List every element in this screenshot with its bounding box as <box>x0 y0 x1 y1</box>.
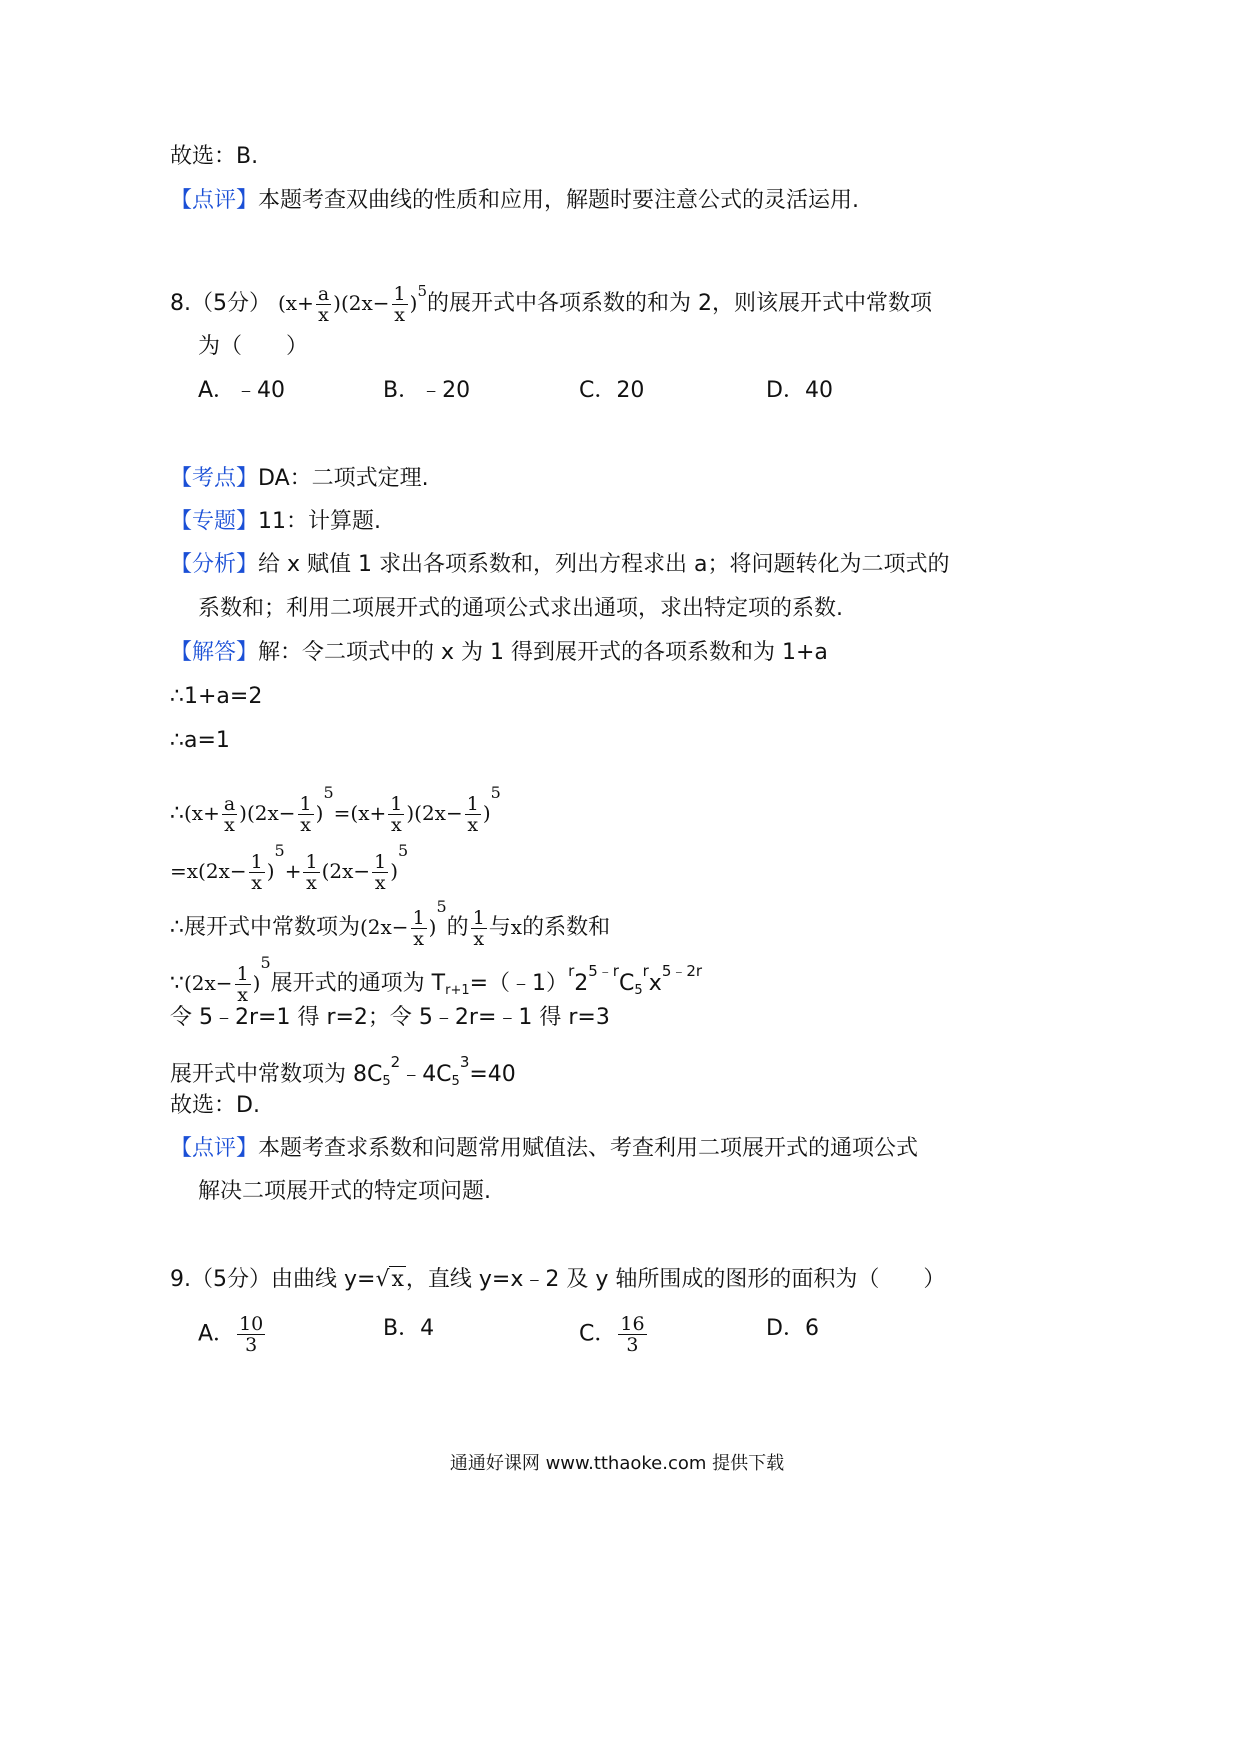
step8-c: =40 <box>469 1062 516 1087</box>
kaodian-tag: 【考点】 <box>170 466 259 491</box>
q8-step-7: 令 5﹣2r=1 得 r=2；令 5﹣2r=﹣1 得 r=3 <box>170 1005 610 1030</box>
prev-choice-line: 故选：B. <box>170 144 259 169</box>
jieda-text: 解：令二项式中的 x 为 1 得到展开式的各项系数和为 1+a <box>258 640 828 665</box>
zhuanti-text: 11：计算题. <box>258 509 382 534</box>
q9-stem-text: ，直线 y=x﹣2 及 y 轴所围成的图形的面积为（ ） <box>405 1267 946 1292</box>
q8-stem-cont: 为（ ） <box>198 334 309 359</box>
q9-option-c-label: C． <box>579 1321 617 1347</box>
step8-a: 展开式中常数项为 8C <box>170 1062 383 1087</box>
q8-option-a: A．﹣40 <box>198 378 286 403</box>
step5-c: 与 <box>488 915 511 940</box>
q8-option-d: D．40 <box>766 378 833 403</box>
q8-step-4: =x(2x− $\frac{1}{x}$ )$^5$+ $\frac{1}{x}$ (2x− $\frac{1}{x}$ )$^5$ <box>170 841 409 894</box>
q9-option-c: C． $\frac{16}{3}$ <box>579 1313 645 1356</box>
kaodian-text: DA：二项式定理. <box>258 466 429 491</box>
q8-option-c: C．20 <box>579 378 645 403</box>
q8-fenxi <box>170 550 949 580</box>
sqrt-x: √x <box>375 1267 404 1292</box>
step5-b: 的 <box>446 915 469 940</box>
comment-tag: 【点评】 <box>170 188 259 213</box>
q8-prefix: 8.（5分） <box>170 291 271 316</box>
q9-option-a-label: A． <box>198 1321 236 1347</box>
jieda-tag: 【解答】 <box>170 640 259 665</box>
fenxi-text-1: 给 x 赋值 1 求出各项系数和，列出方程求出 a；将问题转化为二项式的 <box>258 552 950 577</box>
q8-choice-line: 故选：D. <box>170 1093 260 1118</box>
comment-tag: 【点评】 <box>170 1136 259 1161</box>
page-footer: 通通好课网 www.tthaoke.com 提供下载 <box>449 1453 785 1474</box>
prev-comment <box>170 186 859 216</box>
q8-stem <box>170 276 932 325</box>
q8-comment-cont: 解决二项展开式的特定项问题. <box>198 1179 491 1204</box>
fenxi-tag: 【分析】 <box>170 552 259 577</box>
q8-step-3: ∴(x+ $\frac{a}{x}$ )(2x− $\frac{1}{x}$ )$^5$=(x+ $\frac{1}{x}$ )(2x− $\frac{1}{x}$ )$^5$ <box>170 783 501 836</box>
step5-a: ∴展开式中常数项为 <box>170 915 360 940</box>
comment-text: 本题考查双曲线的性质和应用，解题时要注意公式的灵活运用. <box>258 188 860 213</box>
zhuanti-tag: 【专题】 <box>170 509 259 534</box>
q9-option-d: D．6 <box>766 1316 819 1341</box>
q9-option-a: A． $\frac{10}{3}$ <box>198 1313 264 1356</box>
q9-stem <box>170 1265 945 1295</box>
q8-zhuanti <box>170 507 381 537</box>
q8-step-2: ∴a=1 <box>170 728 230 753</box>
q8-step-5: ∴展开式中常数项为(2x− $\frac{1}{x}$ )$^5$的 $\frac{1}{x}$ 与x的系数和 <box>170 897 611 950</box>
comment-text-1: 本题考查求系数和问题常用赋值法、考查利用二项展开式的通项公式 <box>258 1136 919 1161</box>
q8-jieda <box>170 638 828 668</box>
q8-option-b: B．﹣20 <box>383 378 471 403</box>
step6-text: 展开式的通项为 T <box>270 971 446 996</box>
q8-kaodian <box>170 464 429 494</box>
q8-stem-text: 的展开式中各项系数的和为 2，则该展开式中常数项 <box>427 291 932 316</box>
step8-b: ﹣4C <box>400 1062 452 1087</box>
q8-fenxi-cont: 系数和；利用二项展开式的通项公式求出通项，求出特定项的系数. <box>198 596 843 621</box>
q8-step-6: ∵(2x− $\frac{1}{x}$ )$^5$展开式的通项为 $T_{r+1}=(﹣1)^r2^{5﹣r}C_5^rx^{5﹣2r}$ <box>170 953 703 1006</box>
step5-d: 的系数和 <box>522 915 611 940</box>
q9-option-b: B．4 <box>383 1316 435 1341</box>
q8-comment <box>170 1134 918 1164</box>
q8-step-1: ∴1+a=2 <box>170 684 263 709</box>
q9-prefix: 9.（5分）由曲线 y= <box>170 1267 376 1292</box>
q8-step-8: 展开式中常数项为 $8C_5^2﹣4C_5^3=40$ <box>170 1053 516 1089</box>
q8-formula: (x+ $\frac{a}{x}$ )(2x− $\frac{1}{x}$ )$^5$ <box>278 282 427 326</box>
